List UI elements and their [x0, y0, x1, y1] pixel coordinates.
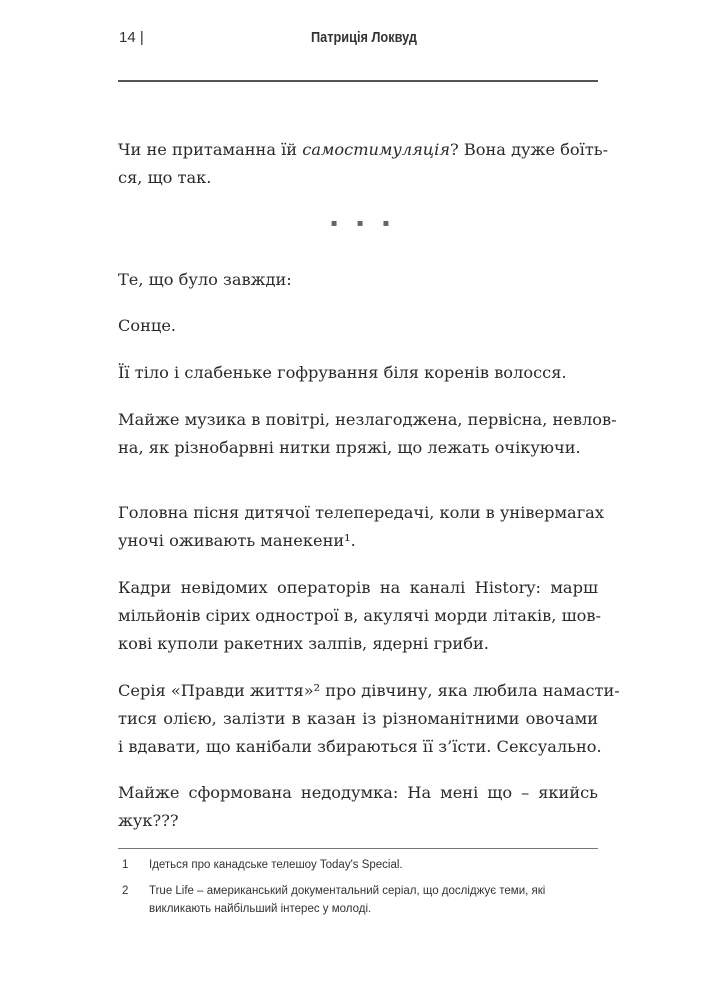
- footnote-text: True Life – американський документальний серіал, що досліджує теми, які викликають найбільший інтерес у молоді.: [149, 885, 546, 915]
- footnote-text: Ідеться про канадське телешоу Today's Special.: [149, 859, 403, 871]
- italic-term: самостимуляція: [302, 140, 451, 159]
- text-line: кові куполи ракетних залпів, ядерні гриби.: [118, 634, 489, 653]
- paragraph: [118, 266, 598, 294]
- page-number: 14 |: [119, 29, 144, 46]
- paragraph: [118, 677, 620, 761]
- text-line: Майже сформована недодумка: На мені що – якийсь: [118, 783, 598, 802]
- paragraph: [118, 779, 598, 835]
- section-break: ▪ ▪ ▪: [330, 218, 398, 229]
- text-line: Сонце.: [118, 316, 177, 335]
- text-line: на, як різнобарвні нитки пряжі, що лежать очікуючи.: [118, 438, 581, 457]
- footnote-number: 1: [122, 859, 129, 871]
- text-line: Серія «Правди життя»² про дівчину, яка любила намасти-: [118, 681, 620, 700]
- paragraph: [118, 359, 598, 387]
- text-line: ся, що так.: [118, 168, 212, 187]
- text-line: Її тіло і слабеньке гофрування біля коренів волосся.: [118, 363, 567, 382]
- paragraph: [118, 499, 604, 555]
- footnote-number: 2: [122, 885, 129, 897]
- header-rule: [118, 80, 598, 82]
- text-line: Те, що було завжди:: [118, 270, 292, 289]
- text-line: Майже музика в повітрі, незлагоджена, первісна, невлов-: [118, 410, 617, 429]
- footnote-rule: [118, 848, 598, 849]
- text-line: Чи не притаманна їй самостимуляція? Вона дуже боїть-: [118, 140, 609, 159]
- text-line: Кадри невідомих операторів на каналі History: марш: [118, 578, 598, 597]
- paragraph: [118, 312, 598, 340]
- paragraph: [118, 574, 601, 658]
- paragraph: [118, 136, 609, 192]
- paragraph: [118, 406, 617, 462]
- text-line: Головна пісня дитячої телепередачі, коли в універмагах: [118, 503, 604, 522]
- text-line: тися олією, залізти в казан із різноманітними овочами: [118, 709, 598, 728]
- running-title: Патриція Локвуд: [310, 29, 417, 46]
- text-line: мільйонів сірих однострої в, акулячі морди літаків, шов-: [118, 606, 601, 625]
- text-line: уночі оживають манекени¹.: [118, 531, 356, 550]
- text-line: жук???: [118, 811, 179, 830]
- text-line: і вдавати, що канібали збираються її з’їсти. Сексуально.: [118, 737, 602, 756]
